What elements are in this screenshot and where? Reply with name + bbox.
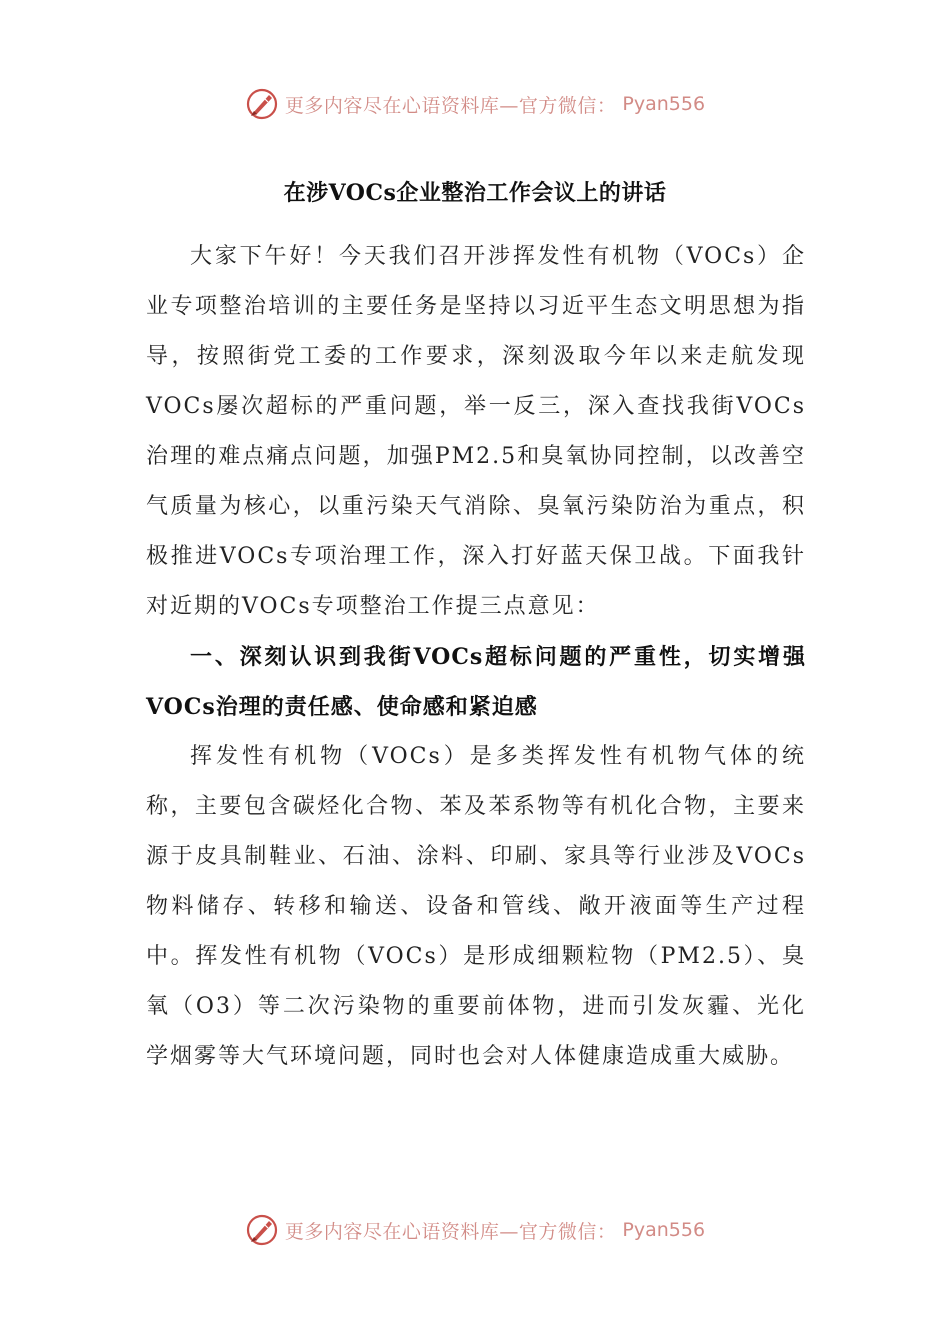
header-watermark: [0, 84, 950, 124]
watermark-text: 更多内容尽在心语资料库—官方微信：: [284, 1220, 617, 1243]
watermark-handle: Pyan556: [622, 93, 706, 115]
quill-pen-logo-icon: [245, 1213, 279, 1247]
section-heading-1: 一、深刻认识到我街VOCs超标问题的严重性，切实增强VOCs治理的责任感、使命感和紧迫感: [146, 644, 806, 720]
watermark-handle: Pyan556: [622, 1219, 706, 1241]
document-title: 在涉VOCs企业整治工作会议上的讲话: [283, 180, 667, 206]
document-body: [146, 232, 806, 1082]
section-1-paragraph: 挥发性有机物（VOCs）是多类挥发性有机物气体的统称，主要包含碳烃化合物、苯及苯系物等有机化合物，主要来源于皮具制鞋业、石油、涂料、印刷、家具等行业涉及VOCs物料储存、转移和输送、设备和管线、敞开液面等生产过程中。挥发性有机物（VOCs）是形成细颗粒物（PM2.5）、臭氧（O3）等二次污染物的重要前体物，进而引发灰霾、光化学烟雾等大气环境问题，同时也会对人体健康造成重大威胁。: [146, 744, 806, 1069]
watermark-text: 更多内容尽在心语资料库—官方微信：: [284, 94, 617, 117]
quill-pen-logo-icon: [245, 87, 279, 121]
intro-paragraph: 大家下午好！今天我们召开涉挥发性有机物（VOCs）企业专项整治培训的主要任务是坚持以习近平生态文明思想为指导，按照街党工委的工作要求，深刻汲取今年以来走航发现VOCs屡次超标的严重问题，举一反三，深入查找我街VOCs治理的难点痛点问题，加强PM2.5和臭氧协同控制，以改善空气质量为核心，以重污染天气消除、臭氧污染防治为重点，积极推进VOCs专项治理工作，深入打好蓝天保卫战。下面我针对近期的VOCs专项整治工作提三点意见：: [146, 244, 806, 619]
footer-watermark: [0, 1210, 950, 1250]
